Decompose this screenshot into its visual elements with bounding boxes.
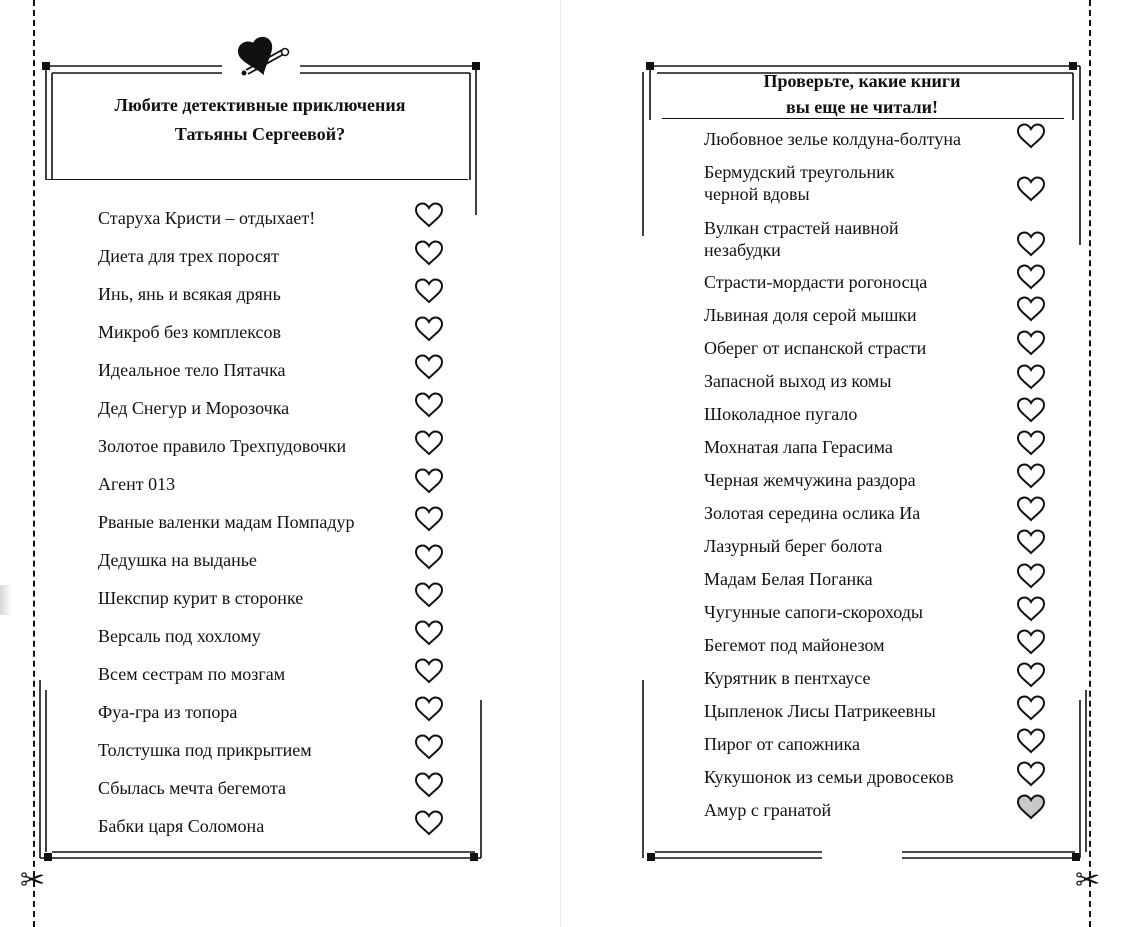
book-title: Всем сестрам по мозгам <box>98 664 286 684</box>
list-item <box>704 700 936 722</box>
book-title: Запасной выход из комы <box>704 371 892 391</box>
heart-icon[interactable] <box>414 202 444 228</box>
list-item <box>98 579 448 617</box>
list-item <box>704 337 926 359</box>
book-title: Страсти-мордасти рогоносца <box>704 272 928 292</box>
book-title: Идеальное тело Пятачка <box>98 360 286 380</box>
left-title-divider <box>47 179 468 180</box>
right-page-title <box>662 68 1062 120</box>
book-title: Версаль под хохлому <box>98 626 261 646</box>
heart-icon[interactable] <box>414 316 444 342</box>
book-title: Оберег от испанской страсти <box>704 338 927 358</box>
book-title: Дед Снегур и Морозочка <box>98 398 290 418</box>
book-title: Курятник в пентхаусе <box>704 668 871 688</box>
book-title-line-1: Вулкан страстей наивной <box>704 218 899 238</box>
heart-icon[interactable] <box>414 278 444 304</box>
book-title-line-1: Бермудский треугольник <box>704 162 895 182</box>
list-item <box>704 436 893 458</box>
list-item <box>98 655 448 693</box>
heart-icon[interactable] <box>414 696 444 722</box>
heart-icon[interactable] <box>414 240 444 266</box>
list-item <box>98 541 448 579</box>
list-item <box>704 766 954 788</box>
book-title: Амур с гранатой <box>704 800 832 820</box>
heart-icon[interactable] <box>414 620 444 646</box>
list-item <box>98 237 448 275</box>
list-item <box>704 634 885 656</box>
book-title: Бабки царя Соломона <box>98 816 265 836</box>
book-title: Толстушка под прикрытием <box>98 740 312 760</box>
list-item <box>98 807 448 845</box>
list-item <box>704 128 961 150</box>
list-item <box>98 769 448 807</box>
book-title: Мохнатая лапа Герасима <box>704 437 893 457</box>
heart-icon[interactable] <box>1016 176 1046 202</box>
book-title: Сбылась мечта бегемота <box>98 778 286 798</box>
list-item <box>704 568 873 590</box>
book-title: Старуха Кристи – отдыхает! <box>98 208 316 228</box>
list-item <box>98 427 448 465</box>
book-title: Цыпленок Лисы Патрикеевны <box>704 701 936 721</box>
heart-icon[interactable] <box>1016 397 1046 423</box>
heart-icon[interactable] <box>1016 728 1046 754</box>
list-item <box>704 304 917 326</box>
book-title-line-2: черной вдовы <box>704 184 810 204</box>
list-item <box>98 731 448 769</box>
heart-icon[interactable] <box>1016 596 1046 622</box>
list-item <box>98 693 448 731</box>
list-item <box>704 469 916 491</box>
book-title: Пирог от сапожника <box>704 734 860 754</box>
list-item <box>704 601 923 623</box>
heart-icon[interactable] <box>414 734 444 760</box>
heart-icon[interactable] <box>1016 463 1046 489</box>
list-item <box>704 271 927 293</box>
right-title-divider <box>662 118 1064 119</box>
scissors-icon: ✂ <box>1075 863 1101 898</box>
heart-icon[interactable] <box>1016 496 1046 522</box>
list-item <box>98 389 448 427</box>
list-item <box>704 733 860 755</box>
heart-pin-icon <box>236 36 292 80</box>
book-title: Кукушонок из семьи дровосеков <box>704 767 954 787</box>
list-item <box>98 351 448 389</box>
heart-icon[interactable] <box>414 506 444 532</box>
heart-icon[interactable] <box>1016 123 1046 149</box>
book-title: Дедушка на выданье <box>98 550 257 570</box>
list-item <box>704 535 882 557</box>
list-item <box>98 199 448 237</box>
book-title: Львиная доля серой мышки <box>704 305 917 325</box>
list-item <box>98 465 448 503</box>
heart-icon[interactable] <box>1016 794 1046 820</box>
left-title-line-1: Любите детективные приключения <box>114 95 406 115</box>
heart-icon[interactable] <box>1016 330 1046 356</box>
book-title: Бегемот под майонезом <box>704 635 885 655</box>
list-item <box>704 799 831 821</box>
heart-icon[interactable] <box>1016 296 1046 322</box>
heart-icon[interactable] <box>414 544 444 570</box>
book-title: Золотая середина ослика Иа <box>704 503 921 523</box>
book-title: Микроб без комплексов <box>98 322 282 342</box>
heart-icon[interactable] <box>414 582 444 608</box>
list-item <box>98 313 448 351</box>
book-title: Диета для трех поросят <box>98 246 279 266</box>
list-item <box>704 370 891 392</box>
book-title: Любовное зелье колдуна-болтуна <box>704 129 961 149</box>
book-title: Золотое правило Трехпудовочки <box>98 436 347 456</box>
list-item <box>98 617 448 655</box>
heart-icon[interactable] <box>414 658 444 684</box>
heart-icon[interactable] <box>1016 563 1046 589</box>
book-title: Чугунные сапоги-скороходы <box>704 602 923 622</box>
heart-icon[interactable] <box>1016 529 1046 555</box>
heart-icon[interactable] <box>1016 761 1046 787</box>
left-title-line-2: Татьяны Сергеевой? <box>174 124 346 144</box>
heart-icon[interactable] <box>414 810 444 836</box>
scissors-icon: ✂ <box>20 863 46 898</box>
heart-icon[interactable] <box>1016 364 1046 390</box>
book-title: Лазурный берег болота <box>704 536 883 556</box>
book-title: Рваные валенки мадам Помпадур <box>98 512 355 532</box>
list-item <box>98 275 448 313</box>
right-title-line-1: Проверьте, какие книги <box>763 71 961 91</box>
book-title: Черная жемчужина раздора <box>704 470 916 490</box>
left-book-list <box>98 199 448 845</box>
list-item <box>704 161 895 205</box>
heart-icon[interactable] <box>1016 264 1046 290</box>
heart-icon[interactable] <box>414 430 444 456</box>
book-title: Шоколадное пугало <box>704 404 858 424</box>
heart-icon[interactable] <box>1016 231 1046 257</box>
book-title-line-2: незабудки <box>704 240 781 260</box>
book-title: Агент 013 <box>98 474 176 494</box>
book-title: Фуа-гра из топора <box>98 702 238 722</box>
heart-icon[interactable] <box>414 772 444 798</box>
right-title-line-2: вы еще не читали! <box>785 97 938 117</box>
book-title: Шекспир курит в сторонке <box>98 588 304 608</box>
heart-icon[interactable] <box>414 468 444 494</box>
left-page-title <box>60 91 460 149</box>
book-title: Инь, янь и всякая дрянь <box>98 284 281 304</box>
heart-icon[interactable] <box>1016 430 1046 456</box>
list-item <box>704 403 857 425</box>
list-item <box>704 667 870 689</box>
heart-icon[interactable] <box>1016 662 1046 688</box>
heart-icon[interactable] <box>1016 629 1046 655</box>
book-title: Мадам Белая Поганка <box>704 569 873 589</box>
list-item <box>98 503 448 541</box>
list-item <box>704 502 920 524</box>
heart-icon[interactable] <box>414 392 444 418</box>
heart-icon[interactable] <box>1016 695 1046 721</box>
list-item <box>704 217 899 261</box>
heart-icon[interactable] <box>414 354 444 380</box>
